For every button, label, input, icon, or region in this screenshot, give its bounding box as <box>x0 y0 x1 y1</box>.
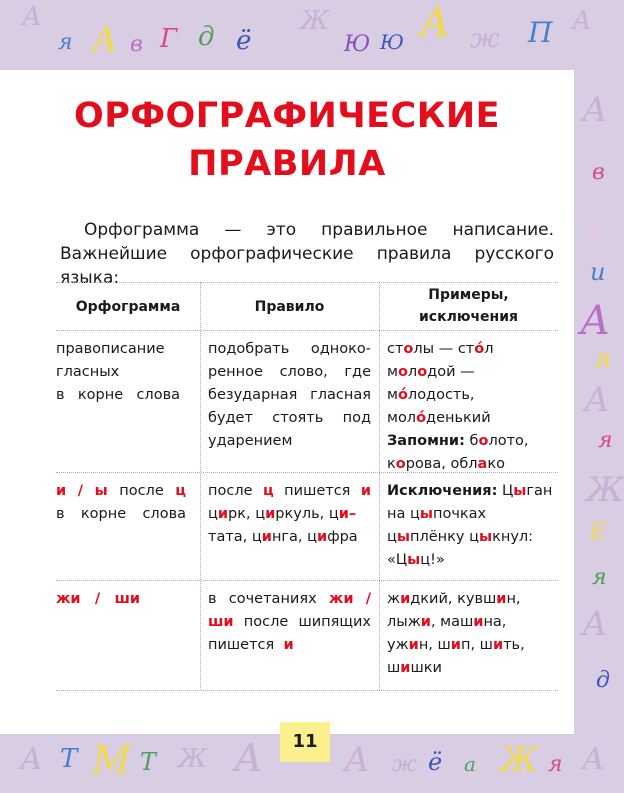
page-number: 11 <box>280 722 330 762</box>
decor-letter: Ж <box>178 744 208 774</box>
row3-example-line: жидкий, кувшин, <box>387 591 521 607</box>
decor-letter: А <box>580 298 611 344</box>
intro-paragraph: Орфограмма — это правильное написание. Важнейшие орфографические правила русского языка: <box>60 220 554 288</box>
decor-letter: я <box>594 344 612 374</box>
decor-letter: х <box>586 210 603 245</box>
decor-letter: ж <box>470 24 500 54</box>
row1-rule-line: ударением <box>208 433 293 449</box>
decor-letter: Ж <box>300 6 330 36</box>
decor-letter: я <box>592 565 607 590</box>
row2-example-line: цыплёнку цыкнул: <box>387 529 534 545</box>
row3-example-line: шишки <box>387 660 442 676</box>
page-title-line-1: ОРФОГРАФИЧЕСКИЕ <box>73 96 501 136</box>
decor-letter: Е <box>590 520 607 545</box>
decor-letter: Ж <box>586 470 624 510</box>
decor-letter: А <box>582 90 608 130</box>
decor-letter: Ю <box>344 32 371 57</box>
row3-rule-line: ши после шипящих <box>208 614 371 630</box>
decor-letter: А <box>582 742 605 777</box>
row1-example-line: столы — сто́л <box>387 341 494 357</box>
row3-examples <box>387 588 558 680</box>
row3-rule-line: в сочетаниях жи / <box>208 591 372 607</box>
decor-letter: в <box>130 32 143 57</box>
decor-letter: А <box>234 736 263 780</box>
row1-example-line: моло́денький <box>387 410 491 426</box>
decor-letter: М <box>92 738 131 782</box>
table-rule <box>56 690 558 691</box>
decor-letter: А <box>584 380 610 420</box>
decor-letter: я <box>58 30 73 55</box>
decor-letter: А <box>344 740 370 780</box>
table-rule <box>56 330 558 331</box>
row2-rule <box>208 480 371 549</box>
row1-example-line: Запомни: болото, <box>387 433 529 449</box>
row1-orthogram-line: гласных <box>56 364 120 380</box>
row1-rule-line: ренное слово, где <box>208 364 371 380</box>
row1-example-line: мо́лодость, <box>387 387 475 403</box>
page-title-line-2: ПРАВИЛА <box>188 144 386 184</box>
decor-letter: ё <box>428 748 443 776</box>
decor-letter: Т <box>60 744 78 774</box>
decor-letter: Ж <box>500 740 539 780</box>
row1-rule-line: безударная гласная <box>208 387 371 403</box>
row2-examples <box>387 480 558 572</box>
remember-label: Запомни: <box>387 433 465 449</box>
decor-letter: А <box>582 604 608 644</box>
row1-orthogram-line: правописание <box>56 341 165 357</box>
decor-letter: ё <box>236 26 252 56</box>
decor-letter: Т <box>140 748 157 776</box>
row3-example-line: лыжи, машина, <box>387 614 507 630</box>
table-rule <box>56 282 558 283</box>
row3-rule <box>208 588 371 657</box>
row2-example-line: на цыпочках <box>387 506 487 522</box>
header-examples-line-1: Примеры, <box>428 287 509 303</box>
table-rule <box>56 580 558 581</box>
orthography-table <box>56 282 558 690</box>
row3-rule-line: пишется и <box>208 637 294 653</box>
decor-letter: я <box>598 428 613 453</box>
row1-rule <box>208 338 371 453</box>
row1-rule-line: подобрать одноко- <box>208 341 371 357</box>
header-examples <box>379 284 558 328</box>
decor-letter: А <box>22 2 42 32</box>
row1-example-line: молодой — <box>387 364 475 380</box>
row3-example-line: ужин, шип, шить, <box>387 637 525 653</box>
row2-orthogram-line: в корне слова <box>56 506 186 522</box>
header-rule: Правило <box>254 299 325 315</box>
decor-letter: Г <box>160 24 178 54</box>
row2-rule-line: тата, цинга, цифра <box>208 529 358 545</box>
decor-letter: А <box>92 20 118 60</box>
header-orthogram: Орфограмма <box>75 299 181 315</box>
row2-orthogram <box>56 480 186 526</box>
row3-orthogram-line: жи / ши <box>56 591 141 607</box>
decor-letter: д <box>596 668 610 693</box>
row2-example-line: «Цыц!» <box>387 552 445 568</box>
row1-examples <box>387 338 558 476</box>
row1-orthogram <box>56 338 180 407</box>
page-sheet <box>0 70 574 734</box>
row2-orthogram-line: и / ы после ц <box>56 483 187 499</box>
table-rule <box>200 282 201 690</box>
row3-orthogram <box>56 588 140 611</box>
row1-rule-line: будет стоять под <box>208 410 371 426</box>
decor-letter: д <box>198 22 215 52</box>
exceptions-label: Исключения: <box>387 483 498 499</box>
decor-letter: А <box>420 0 451 46</box>
decor-letter: а <box>464 752 476 776</box>
decor-letter: А <box>572 6 592 36</box>
table-rule <box>379 282 380 690</box>
decor-letter: ж <box>392 752 418 777</box>
row2-example-line: Исключения: Цыган <box>387 483 553 499</box>
decor-letter: и <box>590 258 606 286</box>
decor-letter: А <box>20 742 43 777</box>
decor-letter: Ю <box>380 30 404 54</box>
row2-rule-line: цирк, циркуль, ци– <box>208 506 357 522</box>
header-examples-line-2: исключения <box>418 309 519 325</box>
decor-letter: в <box>592 160 605 185</box>
row2-rule-line: после ц пишется и <box>208 483 372 499</box>
decor-letter: П <box>528 16 553 49</box>
row1-example-line: корова, облако <box>387 456 505 472</box>
row1-orthogram-line: в корне слова <box>56 387 180 403</box>
decor-letter: я <box>548 752 563 777</box>
